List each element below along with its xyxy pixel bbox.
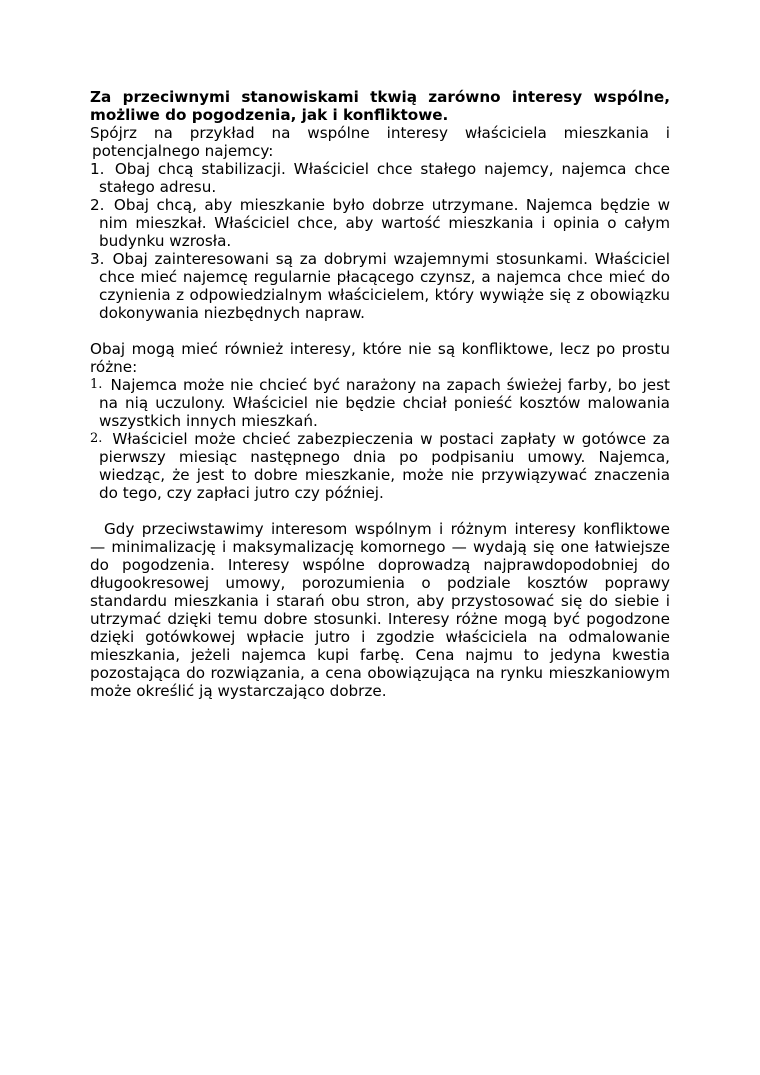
conclusion-paragraph: Gdy przeciwstawimy interesom wspólnym i różnym interesy konfliktowe — minimalizację i maksymalizację komornego — wydają się one łatwiejsze do pogodzenia. Interesy wspólne doprowadzą najprawdopodobniej do długookresowej umowy, porozumienia o podziale kosztów poprawy standardu mieszkania i starań obu stron, aby przystosować się do siebie i utrzymać dzięki temu dobre stosunki. Interesy różne mogą być pogodzone dzięki gotówkowej wpłacie jutro i zgodzie właściciela na odmalowanie mieszkania, jeżeli najemca kupi farbę. Cena najmu to jedyna kwestia pozostająca do rozwiązania, a cena obowiązująca na rynku mieszkaniowym może określić ją wystarczająco dobrze. [90, 520, 670, 700]
intro-paragraph: Spójrz na przykład na wspólne interesy właściciela mieszkania i potencjalnego najemcy: [90, 124, 670, 160]
list-item-text: Obaj chcą stabilizacji. Właściciel chce stałego najemcy, najemca chce stałego adresu. [99, 160, 671, 196]
list-item-text: Obaj chcą, aby mieszkanie było dobrze utrzymane. Najemca będzie w nim mieszkał. Właściciel chce, aby wartość mieszkania i opinia o całym budynku wzrosła. [99, 196, 670, 250]
list-item [90, 250, 670, 322]
paragraph-gap [90, 502, 670, 520]
shared-interests-list [90, 160, 670, 322]
section-heading: Za przeciwnymi stanowiskami tkwią zarówno interesy wspólne, możliwe do pogodzenia, jak i konfliktowe. [90, 88, 670, 124]
paragraph-gap [90, 322, 670, 340]
list-item [90, 376, 670, 430]
list-item-number: 2. [90, 431, 103, 446]
document-page [90, 88, 670, 700]
list-item-number: 1. [90, 377, 103, 392]
list-item-number: 2. [90, 196, 105, 214]
list-item-text: Obaj zainteresowani są za dobrymi wzajemnymi stosunkami. Właściciel chce mieć najemcę regularnie płacącego czynsz, a najemca chce mieć do czynienia z odpowiedzialnym właścicielem, który wywiąże się z obowiązku dokonywania niezbędnych napraw. [99, 250, 670, 322]
list-item [90, 196, 670, 250]
list-item-text: Najemca może nie chcieć być narażony na zapach świeżej farby, bo jest na nią uczulony. Właściciel nie będzie chciał ponieść kosztów malowania wszystkich innych mieszkań. [99, 376, 671, 430]
list-item [90, 160, 670, 196]
list-item-text: Właściciel może chcieć zabezpieczenia w postaci zapłaty w gotówce za pierwszy miesiąc następnego dnia po podpisaniu umowy. Najemca, wiedząc, że jest to dobre mieszkanie, może nie przywiązywać znaczenia do tego, czy zapłaci jutro czy później. [99, 430, 671, 502]
list-item-number: 1. [90, 160, 105, 178]
list-item [90, 430, 670, 502]
different-interests-intro: Obaj mogą mieć również interesy, które nie są konfliktowe, lecz po prostu różne: [90, 340, 670, 376]
list-item-number: 3. [90, 250, 105, 268]
different-interests-list [90, 376, 670, 502]
